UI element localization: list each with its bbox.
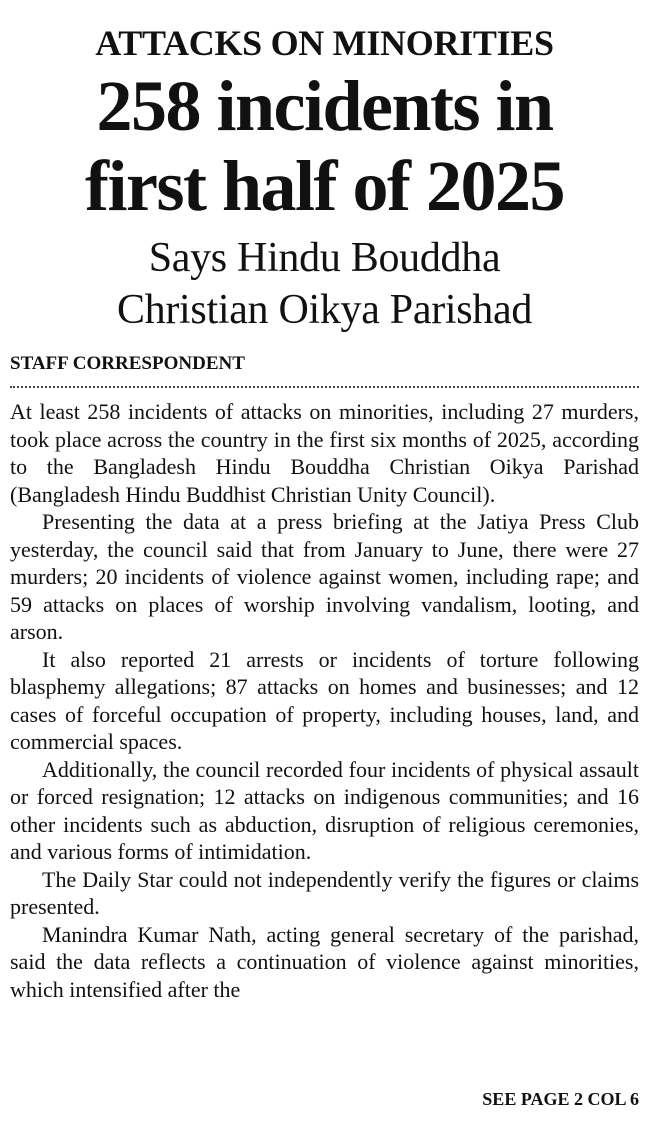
paragraph-1: At least 258 incidents of attacks on minorities, including 27 murders, took place across the country in the first six months of 2025, according to the Bangladesh Hindu Bouddha Christian Oikya Parishad (Bangladesh Hindu Buddhist Christian Unity Council). — [10, 399, 639, 507]
article-body — [10, 398, 639, 1048]
subheadline — [0, 232, 649, 336]
headline-line-1: 258 incidents in — [96, 66, 553, 146]
paragraph-4: Additionally, the council recorded four incidents of physical assault or forced resignation; 12 attacks on indigenous communities; and 16 other incidents such as abduction, disruption of religious ceremonies, and various forms of intimidation. — [10, 756, 639, 864]
subhead-line-1: Says Hindu Bouddha — [148, 235, 501, 281]
paragraph-5: The Daily Star could not independently verify the figures or claims presented. — [10, 866, 639, 919]
paragraph-2: Presenting the data at a press briefing at the Jatiya Press Club yesterday, the council said that from January to June, there were 27 murders; 20 incidents of violence against women, including rape; and 59 attacks on places of worship involving vandalism, looting, and arson. — [10, 509, 639, 644]
headline-line-2: first half of 2025 — [85, 146, 564, 226]
kicker-headline: ATTACKS ON MINORITIES — [95, 23, 554, 63]
subhead-line-2: Christian Oikya Parishad — [116, 287, 533, 333]
byline: STAFF CORRESPONDENT — [10, 353, 245, 374]
paragraph-6: Manindra Kumar Nath, acting general secretary of the parishad, said the data reflects a continuation of violence against minorities, which intensified after the — [10, 921, 639, 1002]
dotted-divider — [10, 386, 639, 388]
main-headline — [0, 66, 649, 226]
paragraph-3: It also reported 21 arrests or incidents of torture following blasphemy allegations; 87 attacks on homes and businesses; and 12 cases of forceful occupation of property, including houses, land, and commercial spaces. — [10, 646, 639, 754]
continued-on-page-link[interactable]: SEE PAGE 2 COL 6 — [482, 1089, 639, 1109]
